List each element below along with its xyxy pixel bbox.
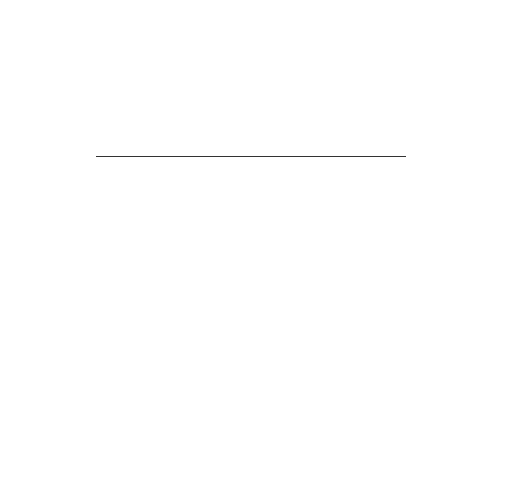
toc-chapter-9[interactable] bbox=[96, 157, 406, 175]
